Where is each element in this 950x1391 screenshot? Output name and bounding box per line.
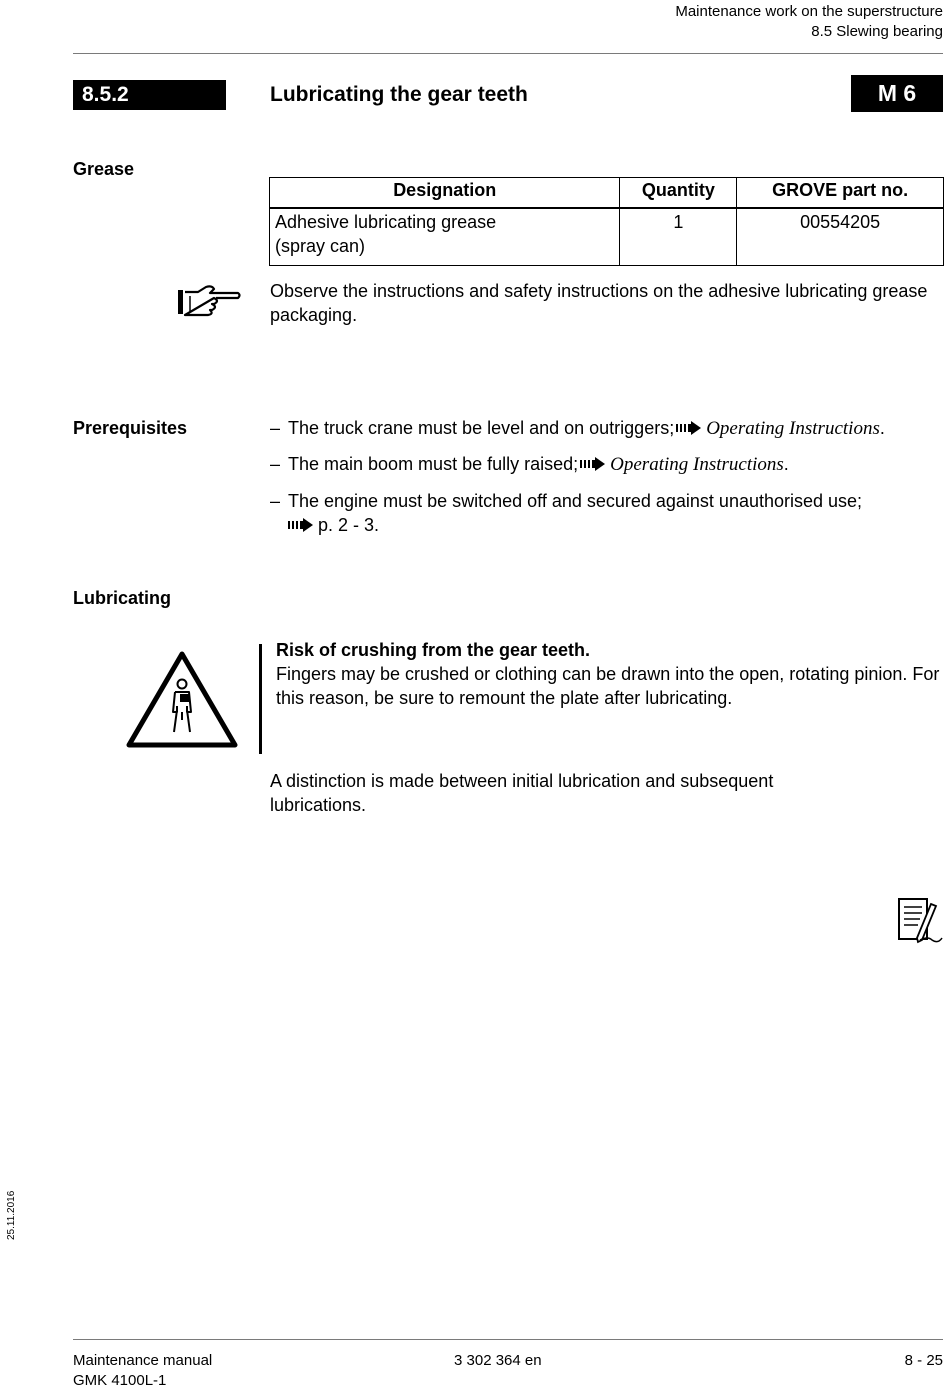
- designation-line-2: (spray can): [275, 236, 366, 256]
- maintenance-interval-badge: M 6: [851, 75, 943, 112]
- prereq-reference[interactable]: Operating Instructions: [706, 418, 880, 439]
- footer-model: GMK 4100L-1: [73, 1372, 167, 1389]
- reference-arrow-icon: [580, 457, 606, 471]
- list-item: [270, 489, 945, 537]
- list-dash: –: [270, 454, 281, 474]
- grease-table: [269, 177, 944, 266]
- prereq-reference[interactable]: p. 2 - 3: [318, 515, 375, 535]
- crushing-hazard-icon: [125, 650, 239, 755]
- warning-title: Risk of crushing from the gear teeth.: [276, 640, 591, 660]
- header-section: 8.5 Slewing bearing: [811, 23, 943, 40]
- pointing-hand-icon: [176, 284, 242, 325]
- section-number: 8.5.2: [73, 80, 226, 110]
- list-item: [270, 416, 945, 441]
- print-date: 25.11.2016: [6, 1190, 17, 1240]
- header-divider: [73, 53, 943, 54]
- table-row: [270, 208, 944, 266]
- prereq-suffix: .: [374, 515, 380, 535]
- prereq-text: The main boom must be fully raised;: [288, 454, 579, 474]
- warning-bar: [259, 644, 262, 754]
- lubricating-label: Lubricating: [73, 588, 171, 608]
- prereq-text: The truck crane must be level and on outriggers;: [288, 418, 675, 438]
- footer-page-number: 8 - 25: [904, 1352, 943, 1369]
- list-item: [270, 452, 945, 477]
- cell-designation: [270, 208, 620, 266]
- footer-document-number: 3 302 364 en: [454, 1352, 542, 1369]
- prereq-suffix: .: [783, 454, 789, 474]
- column-header-designation: Designation: [270, 178, 620, 209]
- lubrication-intro: A distinction is made between initial lubrication and subsequent lubrications.: [270, 771, 774, 815]
- column-header-quantity: Quantity: [620, 178, 737, 209]
- footer-divider: [73, 1339, 943, 1340]
- designation-line-1: Adhesive lubricating grease: [275, 212, 497, 232]
- warning-body: Fingers may be crushed or clothing can be drawn into the open, rotating pinion. For this reason, be sure to remount the plate after lubricating.: [276, 664, 940, 708]
- warning-box: [276, 638, 946, 710]
- list-dash: –: [270, 491, 281, 511]
- reference-arrow-icon: [288, 518, 314, 532]
- column-header-part-no: GROVE part no.: [737, 178, 944, 209]
- prereq-suffix: .: [879, 418, 885, 438]
- cell-part-no: 00554205: [737, 208, 944, 266]
- grease-note: Observe the instructions and safety instructions on the adhesive lubricating grease packaging.: [270, 281, 928, 325]
- table-header-row: [270, 178, 944, 209]
- cell-quantity: 1: [620, 208, 737, 266]
- prereq-text: The engine must be switched off and secured against unauthorised use;: [288, 491, 863, 511]
- footer-manual-name: Maintenance manual: [73, 1352, 213, 1369]
- grease-label: Grease: [73, 159, 135, 179]
- maintenance-log-icon: [896, 896, 944, 951]
- prereq-reference[interactable]: Operating Instructions: [610, 454, 784, 475]
- reference-arrow-icon: [676, 421, 702, 435]
- header-chapter: Maintenance work on the superstructure: [675, 3, 943, 20]
- prerequisites-label: Prerequisites: [73, 418, 188, 438]
- list-dash: –: [270, 418, 281, 438]
- section-title: Lubricating the gear teeth: [270, 83, 528, 106]
